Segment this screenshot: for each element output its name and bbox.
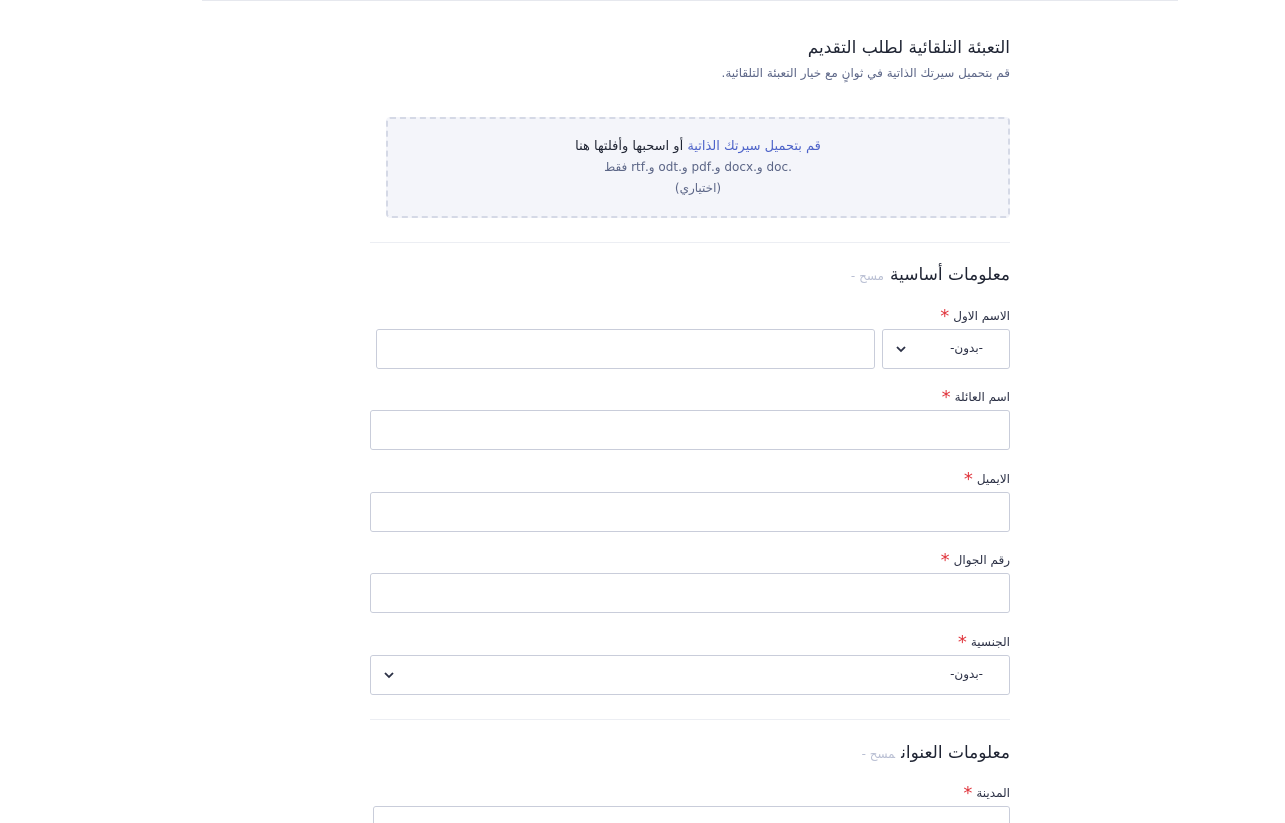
dropzone-instruction <box>388 139 1008 154</box>
autofill-subtitle: قم بتحميل سيرتك الذاتية في ثوانٍ مع خيار التعبئة التلقائية. <box>721 66 1010 80</box>
resume-dropzone[interactable] <box>386 117 1010 218</box>
first-name-input[interactable] <box>376 329 875 369</box>
section-divider <box>370 719 1010 720</box>
first-name-label-text: الاسم الاول <box>953 309 1010 323</box>
email-label <box>964 469 1010 490</box>
required-asterisk: * <box>941 387 951 408</box>
nationality-label-text: الجنسية <box>970 635 1010 649</box>
last-name-label <box>942 387 1010 408</box>
basic-info-title <box>851 265 1010 285</box>
first-name-label <box>940 306 1010 327</box>
required-asterisk: * <box>957 632 967 653</box>
last-name-input[interactable] <box>370 410 1010 450</box>
allowed-formats: .doc و.docx و.pdf و.odt و.rtf فقط <box>604 160 792 174</box>
city-label <box>963 783 1010 804</box>
optional-note: (اختياري) <box>674 181 722 195</box>
drag-drop-text: أو اسحبها وأفلتها هنا <box>575 139 688 154</box>
required-asterisk: * <box>940 550 950 571</box>
city-label-text: المدينة <box>976 786 1010 800</box>
last-name-label-text: اسم العائلة <box>954 390 1010 404</box>
email-input[interactable] <box>370 492 1010 532</box>
mobile-input[interactable] <box>370 573 1010 613</box>
nationality-value: -بدون- <box>950 667 983 681</box>
section-divider <box>370 242 1010 243</box>
required-asterisk: * <box>963 783 973 804</box>
mobile-label-text: رقم الجوال <box>953 553 1010 567</box>
basic-info-clear-link[interactable]: مسح - <box>850 269 884 283</box>
chevron-down-icon <box>895 343 907 355</box>
nationality-label <box>958 632 1010 653</box>
email-label-text: الايميل <box>976 472 1010 486</box>
address-info-clear-link[interactable]: مسح - <box>861 747 896 761</box>
basic-info-heading: معلومات أساسية <box>889 265 1010 285</box>
required-asterisk: * <box>963 469 973 490</box>
autofill-title: التعبئة التلقائية لطلب التقديم <box>807 38 1010 58</box>
top-divider <box>202 0 1178 1</box>
mobile-label <box>941 550 1010 571</box>
upload-resume-link[interactable]: قم بتحميل سيرتك الذاتية <box>687 139 821 154</box>
name-prefix-select[interactable] <box>882 329 1010 369</box>
nationality-select[interactable] <box>370 655 1010 695</box>
address-info-heading: معلومات العنوان <box>901 743 1010 763</box>
address-info-title <box>862 743 1010 763</box>
name-prefix-value: -بدون- <box>950 341 983 355</box>
required-asterisk: * <box>940 306 950 327</box>
city-input[interactable] <box>373 806 1010 823</box>
chevron-down-icon <box>383 669 395 681</box>
